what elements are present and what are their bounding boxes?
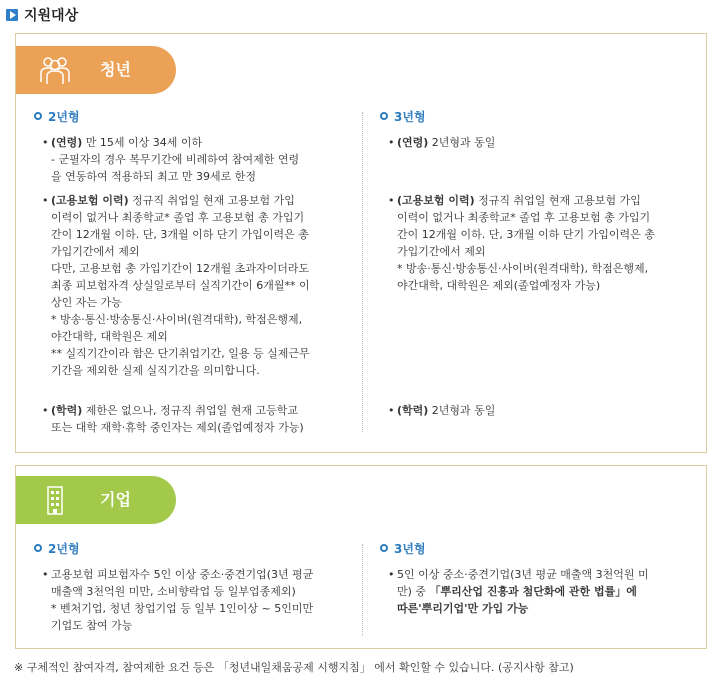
- education-line: 또는 대학 재학·휴학 중인자는 제외(졸업예정자 가능): [51, 421, 304, 434]
- company-3year-text: 5인 이상 중소·중견기업(3년 평균 매출액 3천억원 미: [397, 568, 649, 581]
- insurance-line: 간이 12개월 이하. 단, 3개월 이하 단기 가입이력은 총: [397, 228, 655, 241]
- company-3year-heading: [380, 540, 700, 556]
- footnote: ※ 구체적인 참여자격, 참여제한 요건 등은 「청년내일채움공제 시행지침」 에서 확인할 수 있습니다. (공지사항 참고): [14, 661, 574, 674]
- age-line: - 군필자의 경우 복무기간에 비례하여 참여제한 연령: [51, 153, 300, 166]
- education-text: 제한은 없으나, 정규직 취업일 현재 고등학교: [82, 404, 299, 417]
- company-2year-heading-text: 2년형: [48, 541, 80, 556]
- company-3year-line2a: 만) 중: [397, 585, 430, 598]
- building-icon: [38, 484, 72, 516]
- youth-2year-age: • (연령) 만 15세 이상 34세 이하 - 군필자의 경우 복무기간에 비례하여 참여제한 연령 을 연동하여 적용하되 최고 만 39세로 한정: [42, 136, 300, 183]
- page-title-text: 지원대상: [24, 8, 79, 24]
- company-2year-column: [34, 540, 354, 632]
- youth-2year-heading: [34, 108, 354, 124]
- youth-3year-insurance: • (고용보험 이력) 정규직 취업일 현재 고용보험 가입 이력이 없거나 최종학교* 졸업 후 고용보험 총 가입기 간이 12개월 이하. 단, 3개월 이하 단기 가입이력은 총 가입기간에서 제외 * 방송·통신·방송통신·사이버(원격대학), 학점은행제, 야간대학, 대학원은 제외(졸업예정자 가능): [388, 194, 655, 292]
- company-3year-heading-text: 3년형: [394, 541, 426, 556]
- insurance-line: 야간대학, 대학원은 제외: [51, 330, 168, 343]
- youth-tab: [16, 46, 176, 94]
- company-tab: [16, 476, 176, 524]
- youth-tab-label: 청년: [100, 60, 131, 79]
- youth-3year-education: • (학력) 2년형과 동일: [388, 404, 496, 417]
- insurance-line: 다만, 고용보험 총 가입기간이 12개월 초과자이더라도: [51, 262, 310, 275]
- insurance-line: 가입기간에서 제외: [397, 245, 486, 258]
- insurance-text: 정규직 취업일 현재 고용보험 가입: [474, 194, 641, 207]
- column-divider: [362, 544, 363, 636]
- page-title: [6, 6, 78, 24]
- youth-2year-insurance: • (고용보험 이력) 정규직 취업일 현재 고용보험 가입 이력이 없거나 최종학교* 졸업 후 고용보험 총 가입기 간이 12개월 이하. 단, 3개월 이하 단기 가입이력은 총 가입기간에서 제외 다만, 고용보험 총 가입기간이 12개월 초과자이더라도 최종 피보험자격 상실일로부터 실직기간이 6개월** 이 상인 자는 가능 * 방송·통신·방송통신·사이버(원격대학), 학점은행제, 야간대학, 대학원은 제외 ** 실직기간이라 함은 단기취업기간, 일용 등 실제근무 기간을 제외한 실제 실직기간을 의미합니다.: [42, 194, 310, 377]
- arrow-icon: [6, 9, 18, 21]
- youth-2year-heading-text: 2년형: [48, 109, 80, 124]
- age-line: 을 연동하여 적용하되 최고 만 39세로 한정: [51, 170, 256, 183]
- bullet-circle-icon: [380, 544, 388, 552]
- youth-2year-column: [34, 108, 354, 434]
- company-tab-label: 기업: [100, 490, 131, 509]
- company-line: 매출액 3천억원 미만, 소비향락업 등 일부업종제외): [51, 585, 296, 598]
- people-icon: [38, 54, 72, 86]
- company-3year-criteria: • 5인 이상 중소·중견기업(3년 평균 매출액 3천억원 미 만) 중 「뿌리산업 진흥과 첨단화에 관한 법률」에 따른'뿌리기업'만 가입 가능: [388, 568, 649, 615]
- youth-2year-education: • (학력) 제한은 없으나, 정규직 취업일 현재 고등학교 또는 대학 재학·휴학 중인자는 제외(졸업예정자 가능): [42, 404, 304, 434]
- age-label: (연령): [397, 136, 429, 149]
- insurance-line: 상인 자는 가능: [51, 296, 122, 309]
- education-text: 2년형과 동일: [428, 404, 496, 417]
- company-3year-column: [380, 540, 700, 615]
- company-section: [15, 465, 707, 649]
- insurance-line: 간이 12개월 이하. 단, 3개월 이하 단기 가입이력은 총: [51, 228, 309, 241]
- company-line: 기업도 참여 가능: [51, 619, 133, 632]
- insurance-text: 정규직 취업일 현재 고용보험 가입: [128, 194, 295, 207]
- company-2year-heading: [34, 540, 354, 556]
- company-3year-law: 「뿌리산업 진흥과 첨단화에 관한 법률」에: [429, 585, 637, 598]
- education-label: (학력): [397, 404, 429, 417]
- bullet-circle-icon: [34, 544, 42, 552]
- insurance-label: (고용보험 이력): [51, 194, 129, 207]
- insurance-line: 최종 피보험자격 상실일로부터 실직기간이 6개월** 이: [51, 279, 310, 292]
- youth-3year-column: [380, 108, 700, 417]
- insurance-line: * 방송·통신·방송통신·사이버(원격대학), 학점은행제,: [51, 313, 303, 326]
- age-text: 만 15세 이상 34세 이하: [82, 136, 203, 149]
- insurance-line: 야간대학, 대학원은 제외(졸업예정자 가능): [397, 279, 601, 292]
- age-label: (연령): [51, 136, 83, 149]
- youth-3year-heading-text: 3년형: [394, 109, 426, 124]
- insurance-line: 이력이 없거나 최종학교* 졸업 후 고용보험 총 가입기: [51, 211, 305, 224]
- company-line: * 벤처기업, 청년 창업기업 등 일부 1인이상 ~ 5인미만: [51, 602, 314, 615]
- company-2year-text: 고용보험 피보험자수 5인 이상 중소·중견기업(3년 평균: [51, 568, 314, 581]
- bullet-circle-icon: [380, 112, 388, 120]
- insurance-line: * 방송·통신·방송통신·사이버(원격대학), 학점은행제,: [397, 262, 649, 275]
- bullet-circle-icon: [34, 112, 42, 120]
- youth-3year-age: • (연령) 2년형과 동일: [388, 136, 496, 149]
- education-label: (학력): [51, 404, 83, 417]
- insurance-line: 가입기간에서 제외: [51, 245, 140, 258]
- insurance-line: 기간을 제외한 실제 실직기간을 의미합니다.: [51, 364, 260, 377]
- youth-section: [15, 33, 707, 453]
- age-text: 2년형과 동일: [428, 136, 496, 149]
- youth-3year-heading: [380, 108, 700, 124]
- column-divider: [362, 112, 363, 432]
- company-2year-criteria: • 고용보험 피보험자수 5인 이상 중소·중견기업(3년 평균 매출액 3천억원 미만, 소비향락업 등 일부업종제외) * 벤처기업, 청년 창업기업 등 일부 1인이상 ~ 5인미만 기업도 참여 가능: [42, 568, 314, 632]
- insurance-line: ** 실직기간이라 함은 단기취업기간, 일용 등 실제근무: [51, 347, 310, 360]
- insurance-label: (고용보험 이력): [397, 194, 475, 207]
- insurance-line: 이력이 없거나 최종학교* 졸업 후 고용보험 총 가입기: [397, 211, 651, 224]
- company-3year-line3: 따른'뿌리기업'만 가입 가능: [397, 602, 529, 615]
